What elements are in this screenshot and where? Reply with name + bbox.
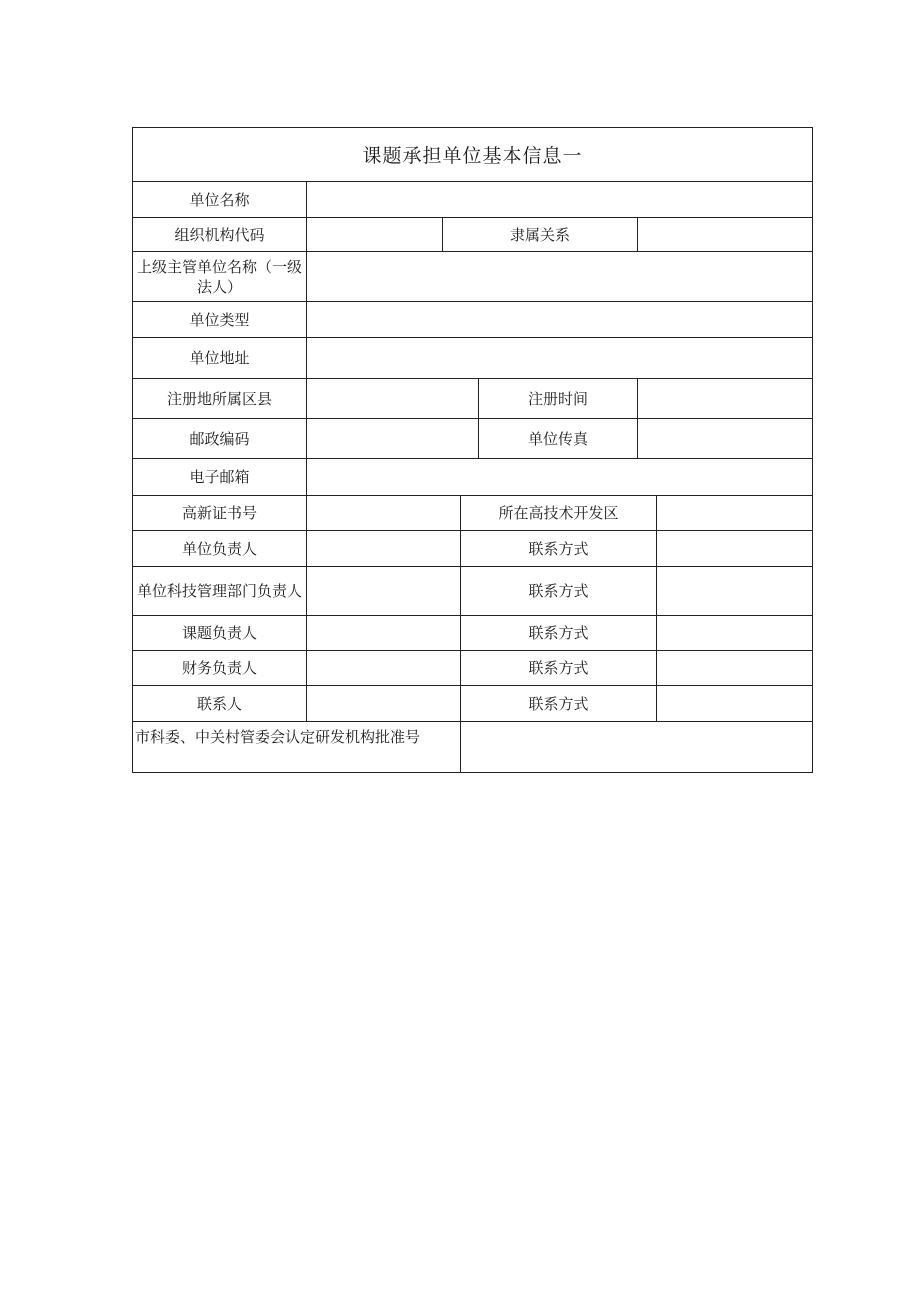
row-rd-approval [133,722,812,772]
label-org-code: 组织机构代码 [133,218,307,251]
field-postal-code[interactable] [307,419,479,458]
form-title: 课题承担单位基本信息一 [362,145,583,167]
field-project-head-contact[interactable] [657,616,812,650]
row-unit-name [133,182,812,218]
field-contact-person-contact[interactable] [657,686,812,721]
field-org-code[interactable] [307,218,443,251]
label-hitech-cert: 高新证书号 [133,496,307,530]
row-hitech [133,496,812,531]
row-reg-district [133,379,812,419]
label-reg-time: 注册时间 [479,379,638,418]
field-reg-time[interactable] [638,379,812,418]
field-unit-address[interactable] [307,338,812,378]
label-affiliation: 隶属关系 [443,218,638,251]
row-email [133,459,812,496]
label-contact-person-contact: 联系方式 [461,686,657,721]
unit-info-form [132,127,813,773]
label-unit-type: 单位类型 [133,302,307,337]
label-sci-mgmt-head-contact: 联系方式 [461,567,657,615]
label-rd-approval: 市科委、中关村管委会认定研发机构批准号 [133,722,461,772]
label-unit-head: 单位负责人 [133,531,307,566]
field-sci-mgmt-head-contact[interactable] [657,567,812,615]
row-finance-head [133,651,812,686]
field-superior-unit[interactable] [307,252,812,301]
label-finance-head-contact: 联系方式 [461,651,657,685]
field-finance-head[interactable] [307,651,461,685]
field-affiliation[interactable] [638,218,812,251]
label-unit-fax: 单位传真 [479,419,638,458]
field-hitech-zone[interactable] [657,496,812,530]
row-contact-person [133,686,812,722]
row-superior-unit [133,252,812,302]
row-unit-head [133,531,812,567]
row-sci-mgmt-head [133,567,812,616]
label-unit-name: 单位名称 [133,182,307,217]
field-unit-head-contact[interactable] [657,531,812,566]
label-hitech-zone: 所在高技术开发区 [461,496,657,530]
field-unit-type[interactable] [307,302,812,337]
form-title-row [133,128,812,182]
field-hitech-cert[interactable] [307,496,461,530]
row-unit-address [133,338,812,379]
field-rd-approval[interactable] [461,722,812,772]
label-unit-head-contact: 联系方式 [461,531,657,566]
field-email[interactable] [307,459,812,495]
label-project-head: 课题负责人 [133,616,307,650]
field-finance-head-contact[interactable] [657,651,812,685]
label-postal-code: 邮政编码 [133,419,307,458]
field-sci-mgmt-head[interactable] [307,567,461,615]
label-superior-unit: 上级主管单位名称（一级法人） [133,252,307,301]
label-unit-address: 单位地址 [133,338,307,378]
label-reg-district: 注册地所属区县 [133,379,307,418]
row-org-code [133,218,812,252]
label-sci-mgmt-head: 单位科技管理部门负责人 [133,567,307,615]
field-reg-district[interactable] [307,379,479,418]
label-project-head-contact: 联系方式 [461,616,657,650]
field-contact-person[interactable] [307,686,461,721]
row-unit-type [133,302,812,338]
field-unit-fax[interactable] [638,419,812,458]
label-email: 电子邮箱 [133,459,307,495]
field-project-head[interactable] [307,616,461,650]
row-postal-code [133,419,812,459]
field-unit-head[interactable] [307,531,461,566]
label-contact-person: 联系人 [133,686,307,721]
field-unit-name[interactable] [307,182,812,217]
row-project-head [133,616,812,651]
label-finance-head: 财务负责人 [133,651,307,685]
